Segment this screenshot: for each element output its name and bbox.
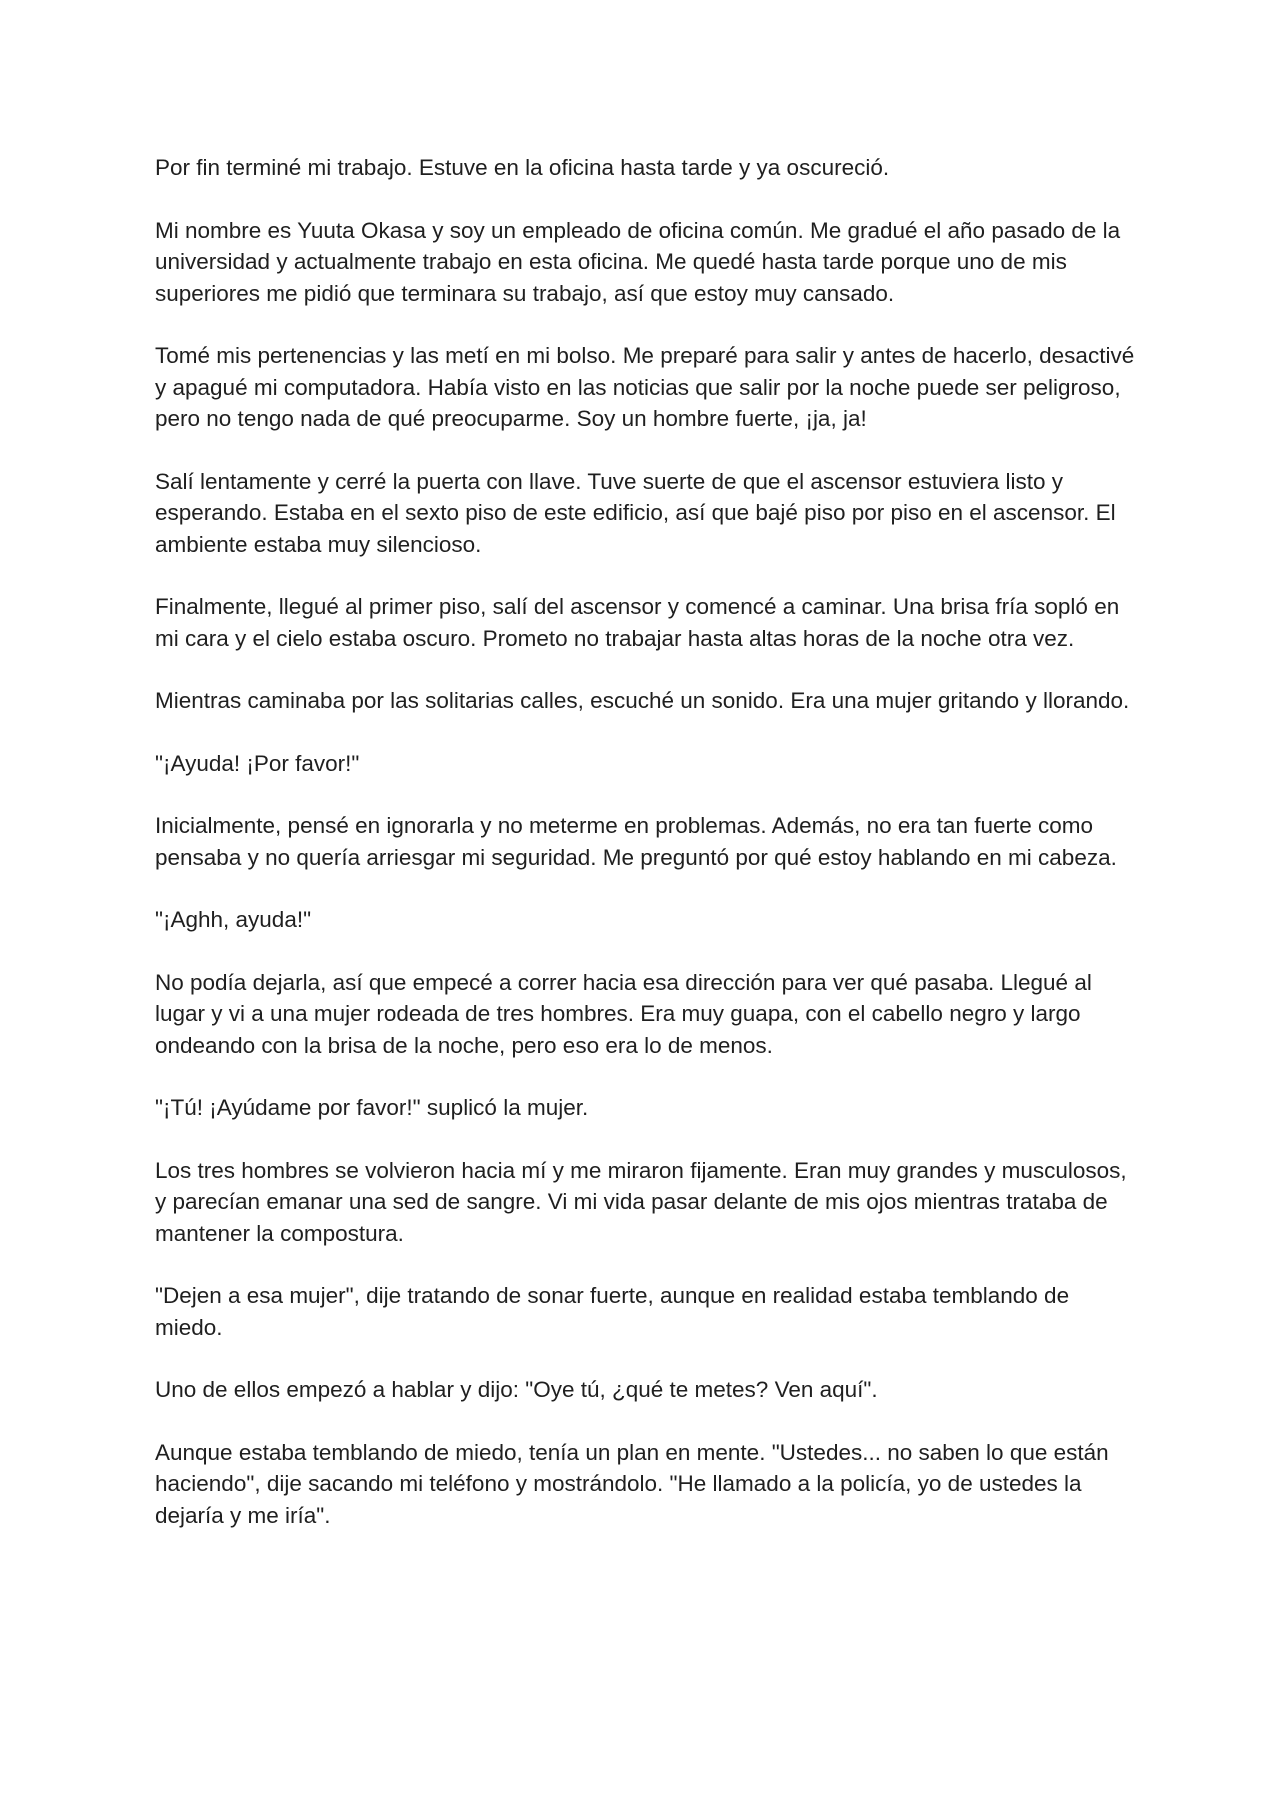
paragraph-11: "¡Tú! ¡Ayúdame por favor!" suplicó la mujer.	[155, 1095, 589, 1120]
paragraph-4: Salí lentamente y cerré la puerta con llave. Tuve suerte de que el ascensor estuviera listo y esperando. Estaba en el sexto piso de este edificio, así que bajé piso por piso en el ascensor. El ambiente estaba muy silencioso.	[155, 468, 1116, 557]
paragraph-9: "¡Aghh, ayuda!"	[155, 907, 312, 932]
paragraph-7: "¡Ayuda! ¡Por favor!"	[155, 750, 360, 776]
paragraph-14: Uno de ellos empezó a hablar y dijo: "Oye tú, ¿qué te metes? Ven aquí".	[155, 1377, 878, 1402]
paragraph-6: Mientras caminaba por las solitarias calles, escuché un sonido. Era una mujer gritando y llorando.	[155, 688, 1130, 713]
document-body	[155, 152, 1140, 1562]
paragraph-13: "Dejen a esa mujer", dije tratando de sonar fuerte, aunque en realidad estaba temblando de miedo.	[155, 1283, 1070, 1340]
paragraph-15: Aunque estaba temblando de miedo, tenía un plan en mente. "Ustedes... no saben lo que están haciendo", dije sacando mi teléfono y mostrándolo. "He llamado a la policía, yo de ustedes la dejaría y me iría".	[155, 1439, 1109, 1528]
paragraph-8: Inicialmente, pensé en ignorarla y no meterme en problemas. Además, no era tan fuerte como pensaba y no quería arriesgar mi seguridad. Me preguntó por qué estoy hablando en mi cabeza.	[155, 813, 1117, 870]
paragraph-3: Tomé mis pertenencias y las metí en mi bolso. Me preparé para salir y antes de hacerlo, desactivé y apagué mi computadora. Había visto en las noticias que salir por la noche puede ser peligroso, pero no tengo nada de qué preocuparme. Soy un hombre fuerte, ¡ja, ja!	[155, 343, 1135, 431]
paragraph-2: Mi nombre es Yuuta Okasa y soy un empleado de oficina común. Me gradué el año pasado de la universidad y actualmente trabajo en esta oficina. Me quedé hasta tarde porque uno de mis superiores me pidió que terminara su trabajo, así que estoy muy cansado.	[155, 217, 1121, 306]
paragraph-10: No podía dejarla, así que empecé a correr hacia esa dirección para ver qué pasaba. Llegué al lugar y vi a una mujer rodeada de tres hombres. Era muy guapa, con el cabello negro y largo ondeando con la brisa de la noche, pero eso era lo de menos.	[155, 969, 1092, 1058]
paragraph-5: Finalmente, llegué al primer piso, salí del ascensor y comencé a caminar. Una brisa fría sopló en mi cara y el cielo estaba oscuro. Prometo no trabajar hasta altas horas de la noche otra vez.	[155, 594, 1120, 651]
paragraph-12: Los tres hombres se volvieron hacia mí y me miraron fijamente. Eran muy grandes y musculosos, y parecían emanar una sed de sangre. Vi mi vida pasar delante de mis ojos mientras trataba de mantener la compostura.	[155, 1157, 1127, 1246]
paragraph-1: Por fin terminé mi trabajo. Estuve en la oficina hasta tarde y ya oscureció.	[155, 155, 890, 180]
